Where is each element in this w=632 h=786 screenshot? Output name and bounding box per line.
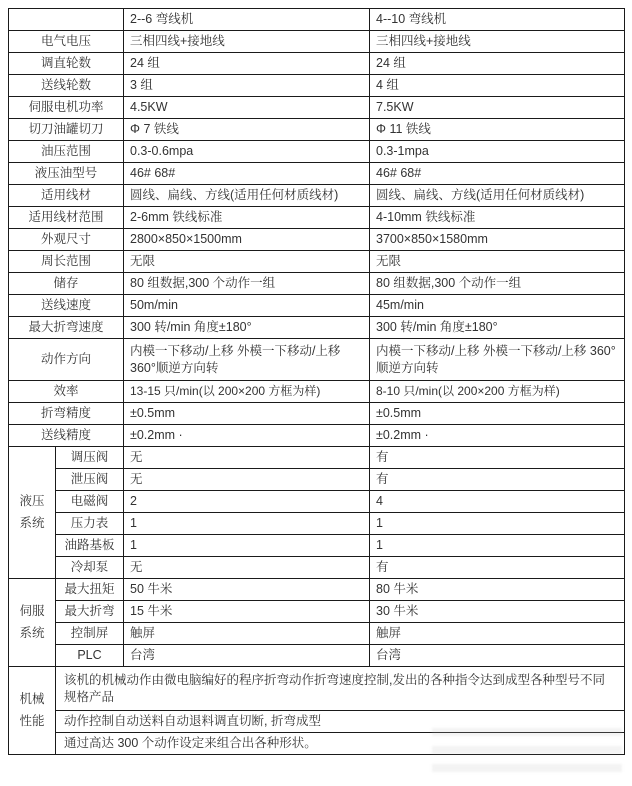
hydraulic-row-pressure-gauge xyxy=(9,513,625,535)
value-machine2: ±0.5mm xyxy=(370,403,625,425)
sub-label: 压力表 xyxy=(56,513,124,535)
value-machine2: 30 牛米 xyxy=(370,601,625,623)
sub-label: 最大折弯 xyxy=(56,601,124,623)
group-label-servo xyxy=(9,579,56,667)
value-machine1: 2 xyxy=(124,491,370,513)
spec-row-action-direction xyxy=(9,339,625,381)
value-machine1: 46# 68# xyxy=(124,163,370,185)
sub-label: 最大扭矩 xyxy=(56,579,124,601)
value-machine2: 无限 xyxy=(370,251,625,273)
value-machine2: 4 xyxy=(370,491,625,513)
row-label: 适用线材 xyxy=(9,185,124,207)
value-machine1: 3 组 xyxy=(124,75,370,97)
value-machine1: 80 组数据,300 个动作一组 xyxy=(124,273,370,295)
value-machine1: 无 xyxy=(124,447,370,469)
spec-row-feed-speed xyxy=(9,295,625,317)
value-machine1: 无 xyxy=(124,557,370,579)
sub-label: 电磁阀 xyxy=(56,491,124,513)
spec-row-dimensions xyxy=(9,229,625,251)
value-machine2: 三相四线+接地线 xyxy=(370,31,625,53)
spec-row-voltage xyxy=(9,31,625,53)
header-machine2: 4--10 弯线机 xyxy=(370,9,625,31)
spec-row-straighten-wheels xyxy=(9,53,625,75)
value-machine1: 无限 xyxy=(124,251,370,273)
value-machine1: 300 转/min 角度±180° xyxy=(124,317,370,339)
sub-label: 油路基板 xyxy=(56,535,124,557)
hydraulic-row-cooling-pump xyxy=(9,557,625,579)
hydraulic-row-relief-valve xyxy=(9,469,625,491)
value-machine1: 圆线、扁线、方线(适用任何材质线材) xyxy=(124,185,370,207)
hydraulic-row-regulator-valve xyxy=(9,447,625,469)
spec-row-hydraulic-oil-type xyxy=(9,163,625,185)
value-machine1: 15 牛米 xyxy=(124,601,370,623)
sub-label: 泄压阀 xyxy=(56,469,124,491)
value-machine1: 1 xyxy=(124,535,370,557)
spec-row-feed-wheels xyxy=(9,75,625,97)
row-label: 储存 xyxy=(9,273,124,295)
row-label: 折弯精度 xyxy=(9,403,124,425)
value-machine1: 触屏 xyxy=(124,623,370,645)
mechanical-description-line: 动作控制自动送料自动退料调直切断, 折弯成型 xyxy=(56,711,625,733)
row-label: 周长范围 xyxy=(9,251,124,273)
spec-row-servo-power xyxy=(9,97,625,119)
spec-row-wire-range xyxy=(9,207,625,229)
mechanical-description-line: 通过高达 300 个动作设定来组合出各种形状。 xyxy=(56,733,625,755)
value-machine1: 无 xyxy=(124,469,370,491)
value-machine2: 有 xyxy=(370,557,625,579)
sub-label: PLC xyxy=(56,645,124,667)
value-machine2: 有 xyxy=(370,469,625,491)
hydraulic-row-oil-base-plate xyxy=(9,535,625,557)
servo-row-control-screen xyxy=(9,623,625,645)
spec-row-feed-precision xyxy=(9,425,625,447)
value-machine1: ±0.5mm xyxy=(124,403,370,425)
value-machine2: 80 组数据,300 个动作一组 xyxy=(370,273,625,295)
spec-row-applicable-wire xyxy=(9,185,625,207)
value-machine2: 45m/min xyxy=(370,295,625,317)
spec-row-max-bend-speed xyxy=(9,317,625,339)
value-machine1: 4.5KW xyxy=(124,97,370,119)
value-machine1: 50m/min xyxy=(124,295,370,317)
header-blank-cell xyxy=(9,9,124,31)
value-machine1: 2800×850×1500mm xyxy=(124,229,370,251)
servo-row-plc xyxy=(9,645,625,667)
value-machine1: 1 xyxy=(124,513,370,535)
value-machine1: 内模一下移动/上移 外模一下移动/上移 360°顺逆方向转 xyxy=(124,339,370,381)
value-machine2: 触屏 xyxy=(370,623,625,645)
mechanical-row-program-control xyxy=(9,667,625,711)
value-machine2: 1 xyxy=(370,535,625,557)
value-machine2: 4-10mm 铁线标准 xyxy=(370,207,625,229)
sub-label: 控制屏 xyxy=(56,623,124,645)
value-machine2: 300 转/min 角度±180° xyxy=(370,317,625,339)
machine-spec-table xyxy=(8,8,625,755)
row-label: 送线精度 xyxy=(9,425,124,447)
row-label: 外观尺寸 xyxy=(9,229,124,251)
group-label-text: 伺服系统 xyxy=(19,603,45,640)
value-machine2: 1 xyxy=(370,513,625,535)
group-label-text: 机械性能 xyxy=(19,691,45,728)
value-machine2: 内模一下移动/上移 外模一下移动/上移 360°顺逆方向转 xyxy=(370,339,625,381)
mechanical-row-auto-feed xyxy=(9,711,625,733)
row-label: 调直轮数 xyxy=(9,53,124,75)
row-label: 切刀油罐切刀 xyxy=(9,119,124,141)
mechanical-description-line: 该机的机械动作由微电脑编好的程序折弯动作折弯速度控制,发出的各种指令达到成型各种型号不同规格产品 xyxy=(56,667,625,711)
spec-row-storage xyxy=(9,273,625,295)
group-label-text: 液压系统 xyxy=(19,493,45,530)
value-machine2: 有 xyxy=(370,447,625,469)
spec-row-perimeter-range xyxy=(9,251,625,273)
row-label: 液压油型号 xyxy=(9,163,124,185)
sub-label: 冷却泵 xyxy=(56,557,124,579)
row-label: 送线速度 xyxy=(9,295,124,317)
value-machine2: 3700×850×1580mm xyxy=(370,229,625,251)
value-machine2: 0.3-1mpa xyxy=(370,141,625,163)
value-machine2: 4 组 xyxy=(370,75,625,97)
mechanical-row-action-settings xyxy=(9,733,625,755)
value-machine2: 台湾 xyxy=(370,645,625,667)
row-label: 伺服电机功率 xyxy=(9,97,124,119)
value-machine1: ±0.2mm · xyxy=(124,425,370,447)
value-machine1: 13-15 只/min(以 200×200 方框为样) xyxy=(124,381,370,403)
row-label: 油压范围 xyxy=(9,141,124,163)
value-machine1: 2-6mm 铁线标准 xyxy=(124,207,370,229)
spec-row-cutter xyxy=(9,119,625,141)
group-label-hydraulic xyxy=(9,447,56,579)
value-machine2: 46# 68# xyxy=(370,163,625,185)
value-machine1: 24 组 xyxy=(124,53,370,75)
spec-row-bend-precision xyxy=(9,403,625,425)
row-label: 效率 xyxy=(9,381,124,403)
value-machine1: Φ 7 铁线 xyxy=(124,119,370,141)
value-machine1: 50 牛米 xyxy=(124,579,370,601)
value-machine1: 0.3-0.6mpa xyxy=(124,141,370,163)
header-row xyxy=(9,9,625,31)
spec-row-efficiency xyxy=(9,381,625,403)
value-machine2: Φ 11 铁线 xyxy=(370,119,625,141)
value-machine2: 7.5KW xyxy=(370,97,625,119)
row-label: 最大折弯速度 xyxy=(9,317,124,339)
row-label: 送线轮数 xyxy=(9,75,124,97)
value-machine2: 80 牛米 xyxy=(370,579,625,601)
group-label-mechanical xyxy=(9,667,56,755)
row-label: 电气电压 xyxy=(9,31,124,53)
value-machine2: 24 组 xyxy=(370,53,625,75)
header-machine1: 2--6 弯线机 xyxy=(124,9,370,31)
servo-row-max-torque xyxy=(9,579,625,601)
servo-row-max-bend xyxy=(9,601,625,623)
row-label: 动作方向 xyxy=(9,339,124,381)
row-label: 适用线材范围 xyxy=(9,207,124,229)
value-machine2: ±0.2mm · xyxy=(370,425,625,447)
value-machine1: 台湾 xyxy=(124,645,370,667)
value-machine1: 三相四线+接地线 xyxy=(124,31,370,53)
value-machine2: 8-10 只/min(以 200×200 方框为样) xyxy=(370,381,625,403)
hydraulic-row-solenoid-valve xyxy=(9,491,625,513)
sub-label: 调压阀 xyxy=(56,447,124,469)
spec-row-oil-pressure-range xyxy=(9,141,625,163)
value-machine2: 圆线、扁线、方线(适用任何材质线材) xyxy=(370,185,625,207)
